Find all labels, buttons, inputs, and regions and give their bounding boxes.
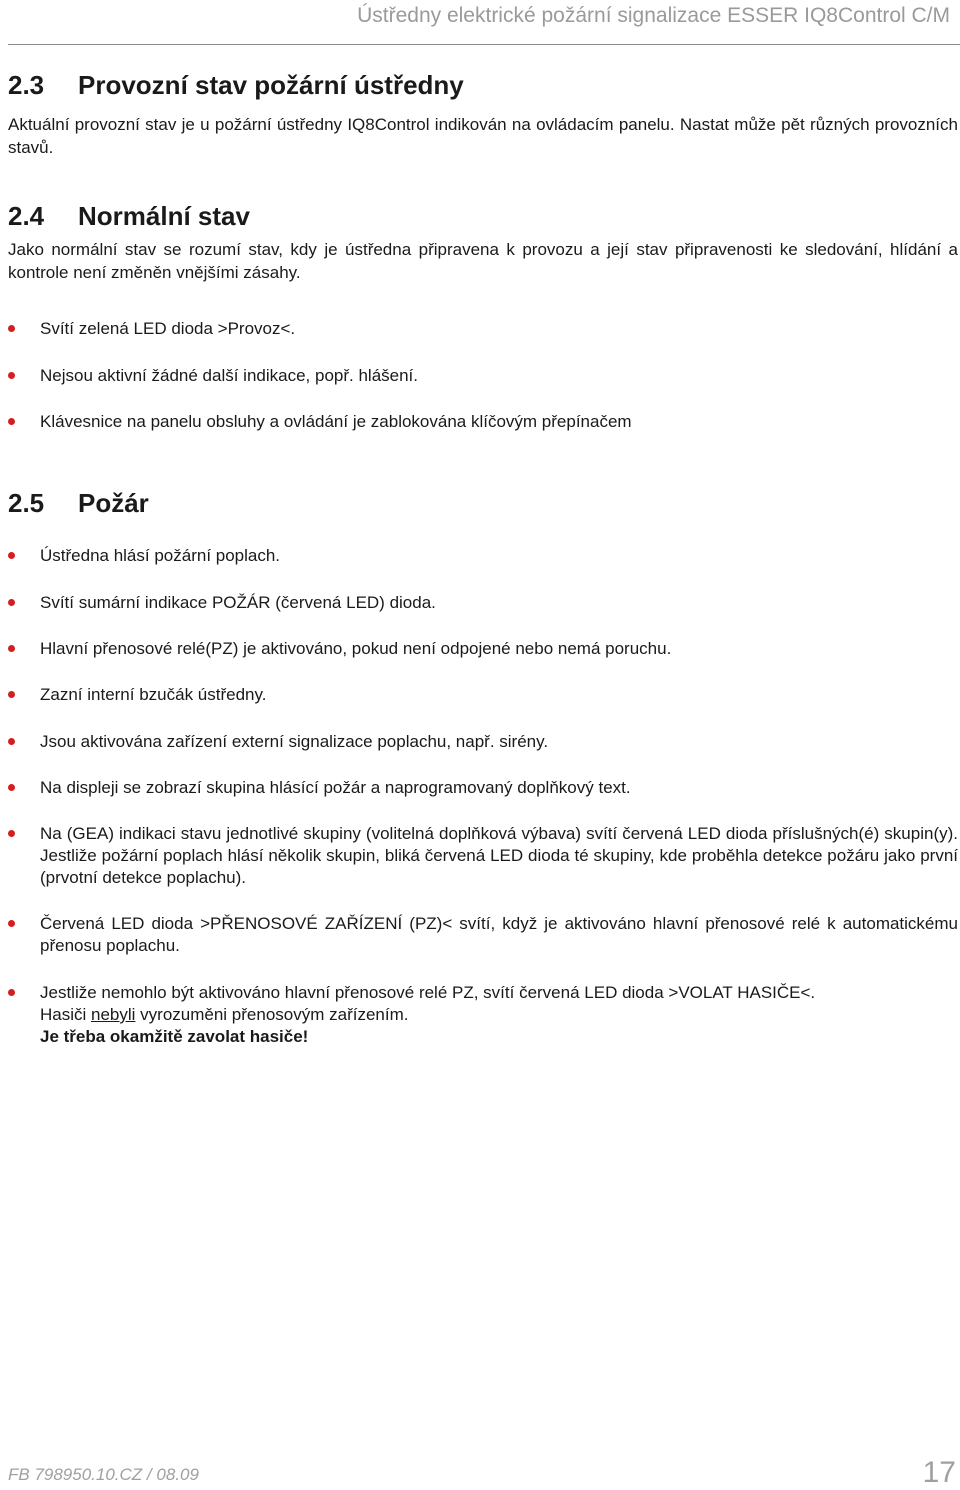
section-title: Požár [78, 488, 149, 518]
list-item-text: Na (GEA) indikaci stavu jednotlivé skupiny (volitelná doplňková výbava) svítí červená LED dioda příslušných(é) skupin(y). Jestliže požární poplach hlásí několik skupin, bliká červená LED dioda té skupiny, kde proběhla detekce požáru jako první (prvotní detekce poplachu). [40, 824, 958, 887]
list-item-text: Hlavní přenosové relé(PZ) je aktivováno, pokud není odpojené nebo nemá poruchu. [40, 639, 672, 658]
section-title: Provozní stav požární ústředny [78, 70, 464, 100]
bullet-dot-icon [8, 920, 15, 927]
footer-page-number: 17 [922, 1456, 956, 1489]
bullet-dot-icon [8, 418, 15, 425]
bullet-dot-icon [8, 989, 15, 996]
bullet-dot-icon [8, 784, 15, 791]
footer-document-id: FB 798950.10.CZ / 08.09 [8, 1465, 199, 1484]
section-heading-2-3 [8, 70, 464, 101]
warning-text: Hasiči [40, 1005, 92, 1024]
underlined-word: nebyli [91, 1005, 136, 1024]
warning-callout: Je třeba okamžitě zavolat hasiče! [40, 1027, 309, 1046]
bullet-dot-icon [8, 645, 15, 652]
warning-line-2 [40, 1004, 958, 1026]
section-title: Normální stav [78, 201, 250, 231]
list-item-text: Ústředna hlásí požární poplach. [40, 546, 281, 565]
section-number: 2.5 [8, 488, 45, 518]
list-item-text: Zazní interní bzučák ústředny. [40, 685, 267, 704]
bullet-dot-icon [8, 325, 15, 332]
list-item-text: Jsou aktivována zařízení externí signalizace poplachu, např. sirény. [40, 732, 549, 751]
warning-line-1: Jestliže nemohlo být aktivováno hlavní přenosové relé PZ, svítí červená LED dioda >VOLAT HASIČE<. [40, 983, 816, 1002]
bullet-dot-icon [8, 691, 15, 698]
list-item-text: Červená LED dioda >PŘENOSOVÉ ZAŘÍZENÍ (PZ)< svítí, když je aktivováno hlavní přenosové relé k automatickému přenosu poplachu. [40, 914, 958, 955]
section-heading-2-4 [8, 201, 250, 232]
list-item-text: Svítí zelená LED dioda >Provoz<. [40, 319, 296, 338]
bullet-dot-icon [8, 738, 15, 745]
header-divider [8, 44, 960, 45]
bullet-dot-icon [8, 599, 15, 606]
list-item-text: Svítí sumární indikace POŽÁR (červená LED) dioda. [40, 593, 436, 612]
section-number: 2.3 [8, 70, 45, 100]
section-paragraph: Aktuální provozní stav je u požární ústředny IQ8Control indikován na ovládacím panelu. Nastat může pět různých provozních stavů. [8, 115, 958, 157]
list-item-text: Na displeji se zobrazí skupina hlásící požár a naprogramovaný doplňkový text. [40, 778, 631, 797]
list-item-text: Klávesnice na panelu obsluhy a ovládání je zablokována klíčovým přepínačem [40, 412, 632, 431]
section-number: 2.4 [8, 201, 45, 231]
running-header: Ústředny elektrické požární signalizace ESSER IQ8Control C/M [357, 4, 950, 27]
bullet-dot-icon [8, 372, 15, 379]
section-paragraph: Jako normální stav se rozumí stav, kdy je ústředna připravena k provozu a její stav připravenosti ke sledování, hlídání a kontrole není změněn vnějšími zásahy. [8, 240, 958, 282]
bullet-dot-icon [8, 552, 15, 559]
list-item-text: Nejsou aktivní žádné další indikace, popř. hlášení. [40, 366, 419, 385]
warning-text: vyrozuměni přenosovým zařízením. [135, 1005, 409, 1024]
list-item-text [40, 982, 958, 1048]
section-heading-2-5 [8, 488, 149, 519]
bullet-dot-icon [8, 830, 15, 837]
